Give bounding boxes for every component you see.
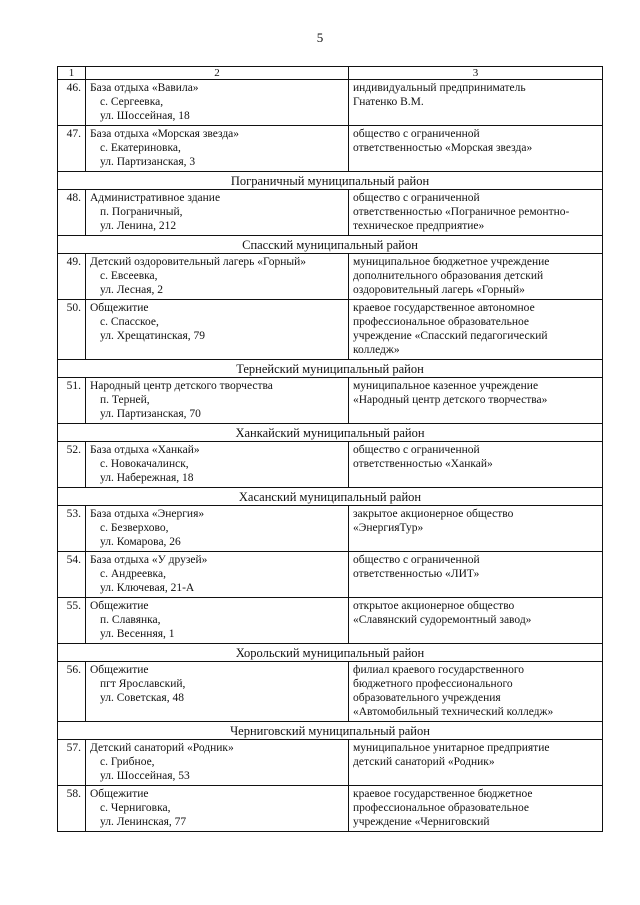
object-address-line: ул. Комарова, 26 (100, 536, 181, 548)
owner-cell (349, 552, 603, 598)
owner-line: образовательного учреждения (353, 692, 501, 704)
row-number: 50. (58, 300, 86, 360)
owner-cell (349, 442, 603, 488)
table-body (58, 67, 603, 832)
object-address-line: с. Сергеевка, (100, 96, 164, 108)
object-name: База отдыха «Энергия» (90, 508, 205, 520)
owner-cell (349, 378, 603, 424)
owner-line: ответственностью «Пограничное ремонтно- (353, 206, 570, 218)
row-number: 56. (58, 662, 86, 722)
owner-line: колледж» (353, 344, 400, 356)
table-row (58, 190, 603, 236)
column-header-1: 1 (58, 67, 86, 80)
object-address-line: п. Терней, (100, 394, 150, 406)
object-cell (86, 300, 349, 360)
object-cell (86, 740, 349, 786)
object-address-line: ул. Ключевая, 21-А (100, 582, 195, 594)
object-cell (86, 598, 349, 644)
object-cell (86, 126, 349, 172)
object-address-line: с. Грибное, (100, 756, 155, 768)
object-address-line: ул. Ленинская, 77 (100, 816, 187, 828)
row-number: 54. (58, 552, 86, 598)
object-address-line: с. Новокачалинск, (100, 458, 189, 470)
row-number: 49. (58, 254, 86, 300)
object-address-line: ул. Партизанская, 3 (100, 156, 196, 168)
object-cell (86, 552, 349, 598)
owner-cell (349, 740, 603, 786)
district-row (58, 172, 603, 190)
district-title: Ханкайский муниципальный район (58, 424, 603, 442)
object-name: Детский санаторий «Родник» (90, 742, 234, 754)
table-row (58, 378, 603, 424)
row-number: 55. (58, 598, 86, 644)
row-number: 47. (58, 126, 86, 172)
owner-cell (349, 506, 603, 552)
owner-line: «Автомобильный технический колледж» (353, 706, 554, 718)
object-name: База отдыха «Ханкай» (90, 444, 200, 456)
table-row (58, 740, 603, 786)
object-name: Общежитие (90, 664, 149, 676)
owner-line: открытое акционерное общество (353, 600, 515, 612)
owner-line: «Славянский судоремонтный завод» (353, 614, 532, 626)
district-row (58, 488, 603, 506)
table-row (58, 786, 603, 832)
object-address-line: с. Андреевка, (100, 568, 166, 580)
district-title: Хорольский муниципальный район (58, 644, 603, 662)
object-name: База отдыха «Вавила» (90, 82, 199, 94)
district-title: Тернейский муниципальный район (58, 360, 603, 378)
district-title: Пограничный муниципальный район (58, 172, 603, 190)
object-address-line: пгт Ярославский, (100, 678, 186, 690)
owner-cell (349, 662, 603, 722)
object-address-line: с. Евсеевка, (100, 270, 158, 282)
object-cell (86, 662, 349, 722)
owner-line: профессиональное образовательное (353, 802, 530, 814)
owner-line: «Народный центр детского творчества» (353, 394, 548, 406)
object-name: Общежитие (90, 302, 149, 314)
object-name: База отдыха «Морская звезда» (90, 128, 240, 140)
object-address-line: п. Славянка, (100, 614, 161, 626)
owner-line: «ЭнергияТур» (353, 522, 424, 534)
district-title: Спасский муниципальный район (58, 236, 603, 254)
district-row (58, 424, 603, 442)
owner-cell (349, 254, 603, 300)
column-header-2: 2 (86, 67, 349, 80)
table-row (58, 254, 603, 300)
object-address-line: с. Черниговка, (100, 802, 171, 814)
object-name: База отдыха «У друзей» (90, 554, 208, 566)
object-address-line: ул. Весенняя, 1 (100, 628, 175, 640)
owner-line: филиал краевого государственного (353, 664, 525, 676)
table-row (58, 552, 603, 598)
owner-cell (349, 80, 603, 126)
table-row (58, 300, 603, 360)
table-row (58, 662, 603, 722)
table-row (58, 598, 603, 644)
owner-line: учреждение «Спасский педагогический (353, 330, 548, 342)
owner-cell (349, 786, 603, 832)
object-cell (86, 190, 349, 236)
row-number: 46. (58, 80, 86, 126)
table-header-row (58, 67, 603, 80)
district-row (58, 644, 603, 662)
owner-cell (349, 126, 603, 172)
owner-line: дополнительного образования детский (353, 270, 544, 282)
owner-line: общество с ограниченной (353, 444, 480, 456)
object-address-line: ул. Ленина, 212 (100, 220, 177, 232)
object-name: Общежитие (90, 788, 149, 800)
object-name: Административное здание (90, 192, 221, 204)
row-number: 57. (58, 740, 86, 786)
row-number: 51. (58, 378, 86, 424)
owner-line: общество с ограниченной (353, 128, 480, 140)
object-cell (86, 786, 349, 832)
row-number: 52. (58, 442, 86, 488)
object-cell (86, 254, 349, 300)
owner-line: ответственностью «Ханкай» (353, 458, 493, 470)
object-address-line: п. Пограничный, (100, 206, 183, 218)
object-address-line: ул. Набережная, 18 (100, 472, 194, 484)
owner-line: муниципальное бюджетное учреждение (353, 256, 550, 268)
object-address-line: ул. Советская, 48 (100, 692, 184, 704)
page-number: 5 (316, 30, 324, 45)
row-number: 53. (58, 506, 86, 552)
owner-cell (349, 598, 603, 644)
owner-line: краевое государственное бюджетное (353, 788, 533, 800)
objects-table (57, 66, 603, 832)
object-address-line: ул. Лесная, 2 (100, 284, 163, 296)
owner-line: муниципальное казенное учреждение (353, 380, 539, 392)
object-address-line: с. Безверхово, (100, 522, 169, 534)
row-number: 48. (58, 190, 86, 236)
owner-line: учреждение «Черниговский (353, 816, 490, 828)
table-row (58, 126, 603, 172)
object-address-line: ул. Партизанская, 70 (100, 408, 201, 420)
object-cell (86, 80, 349, 126)
object-address-line: ул. Шоссейная, 18 (100, 110, 190, 122)
district-row (58, 722, 603, 740)
object-address-line: с. Екатериновка, (100, 142, 181, 154)
owner-line: бюджетного профессионального (353, 678, 513, 690)
table-row (58, 442, 603, 488)
object-address-line: ул. Шоссейная, 53 (100, 770, 190, 782)
owner-line: Гнатенко В.М. (353, 96, 424, 108)
owner-line: техническое предприятие» (353, 220, 485, 232)
owner-line: профессиональное образовательное (353, 316, 530, 328)
district-row (58, 236, 603, 254)
table-row (58, 506, 603, 552)
object-address-line: ул. Хрещатинская, 79 (100, 330, 206, 342)
owner-line: оздоровительный лагерь «Горный» (353, 284, 525, 296)
object-cell (86, 506, 349, 552)
owner-line: общество с ограниченной (353, 554, 480, 566)
owner-line: детский санаторий «Родник» (353, 756, 495, 768)
owner-cell (349, 190, 603, 236)
owner-line: общество с ограниченной (353, 192, 480, 204)
object-name: Общежитие (90, 600, 149, 612)
column-header-3: 3 (349, 67, 603, 80)
object-address-line: с. Спасское, (100, 316, 159, 328)
owner-line: ответственностью «ЛИТ» (353, 568, 480, 580)
district-title: Черниговский муниципальный район (58, 722, 603, 740)
district-row (58, 360, 603, 378)
owner-cell (349, 300, 603, 360)
owner-line: ответственностью «Морская звезда» (353, 142, 533, 154)
row-number: 58. (58, 786, 86, 832)
object-name: Детский оздоровительный лагерь «Горный» (90, 256, 306, 268)
object-name: Народный центр детского творчества (90, 380, 273, 392)
district-title: Хасанский муниципальный район (58, 488, 603, 506)
owner-line: муниципальное унитарное предприятие (353, 742, 550, 754)
object-cell (86, 442, 349, 488)
owner-line: индивидуальный предприниматель (353, 82, 526, 94)
owner-line: закрытое акционерное общество (353, 508, 514, 520)
owner-line: краевое государственное автономное (353, 302, 535, 314)
table-row (58, 80, 603, 126)
object-cell (86, 378, 349, 424)
